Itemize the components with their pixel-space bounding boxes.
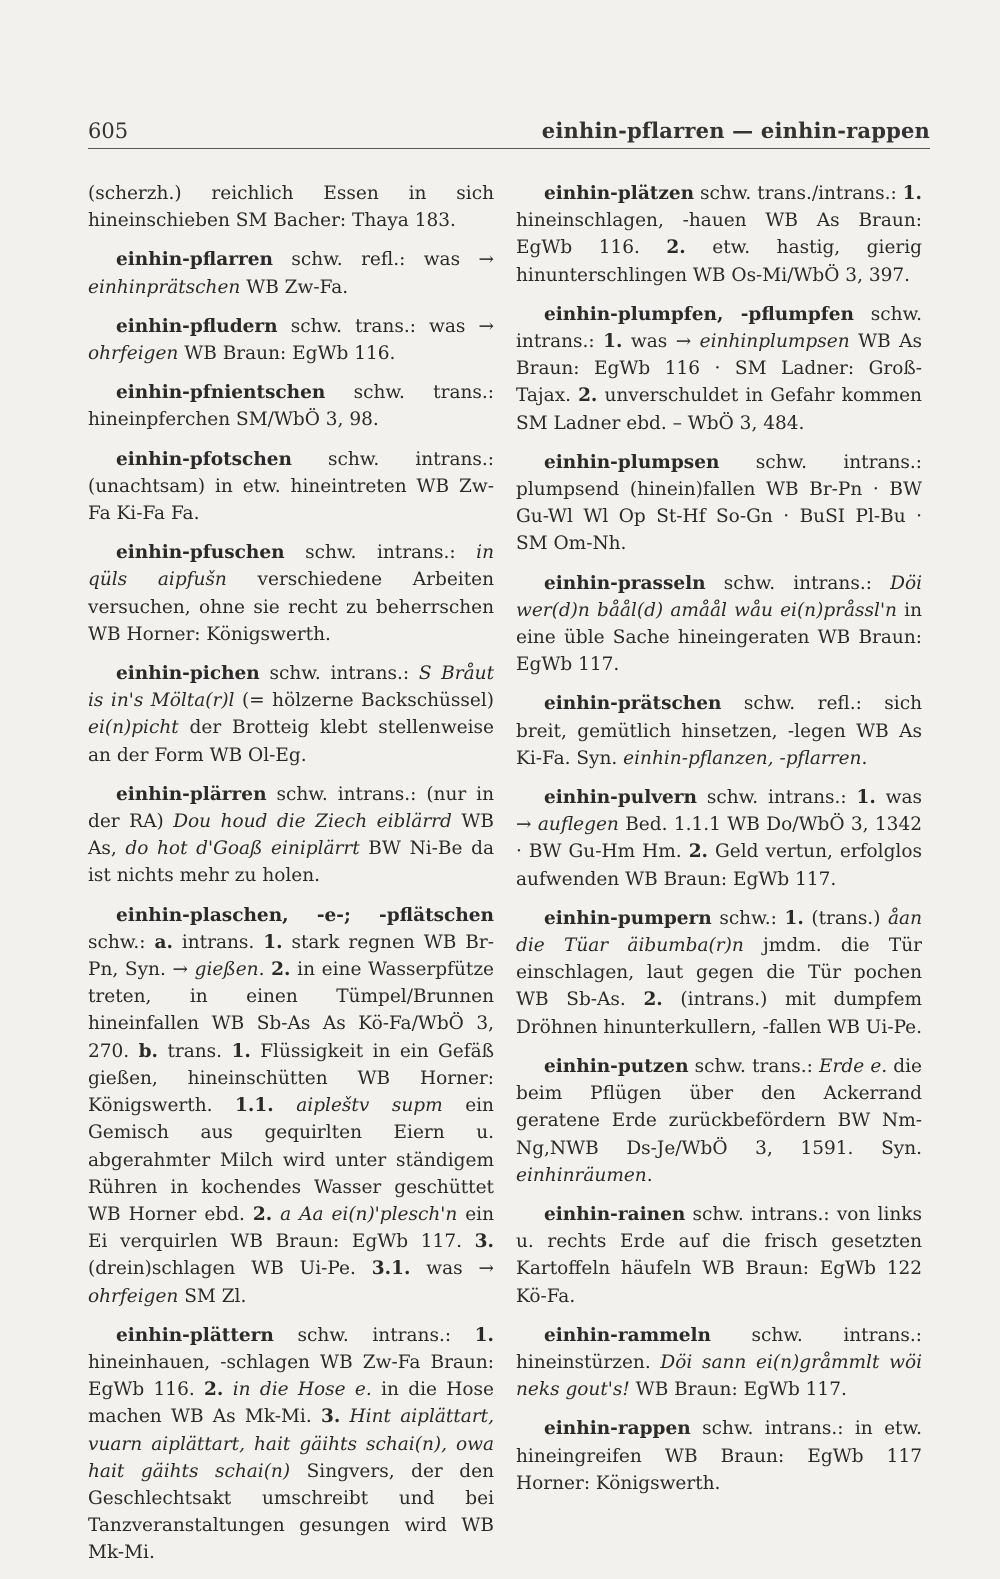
entry-einhin-putzen: einhin-putzen schw. trans.: Erde e. die beim Pflügen über den Ackerrand geratene Erde zurückbefördern BW Nm-Ng,NWB Ds-Je/WbÖ 3, 1591. Syn. einhinräumen.	[516, 1055, 922, 1186]
lemma: einhin-pfotschen	[116, 448, 292, 470]
entry-einhin-plaetzen: einhin-plätzen schw. trans./intrans.: 1. hineinschlagen, -hauen WB As Braun: EgWb 116. 2. etw. hastig, gierig hinunterschlingen WB Os-Mi/WbÖ 3, 397.	[516, 183, 922, 286]
lemma: einhin-plättern	[116, 1324, 274, 1346]
lemma: einhin-plumpsen	[544, 451, 720, 473]
page-header	[88, 118, 930, 143]
left-column	[88, 180, 494, 1579]
header-rule	[88, 148, 930, 149]
entry-einhin-pfuschen: einhin-pfuschen schw. intrans.: in qüls aipfušn verschiedene Arbeiten versuchen, ohne sie recht zu beherrschen WB Horner: Königswerth.	[88, 542, 494, 645]
entry-einhin-prasseln: einhin-prasseln schw. intrans.: Döi wer(d)n båål(d) amåål wåu ei(n)pråssl'n in eine üble Sache hineingeraten WB Braun: EgWb 117.	[516, 572, 922, 676]
entry-einhin-praetschen: einhin-prätschen schw. refl.: sich breit, gemütlich hinsetzen, -legen WB As Ki-Fa. Syn. einhin-pflanzen, -pflarren.	[516, 693, 922, 769]
lemma: einhin-plumpfen, -pflumpfen	[544, 303, 854, 325]
entry-continuation: (scherzh.) reichlich Essen in sich hineinschieben SM Bacher: Thaya 183.	[88, 183, 494, 232]
entry-einhin-plaschen: einhin-plaschen, -e-; -pflätschen schw.: a. intrans. 1. stark regnen WB Br-Pn, Syn. → gießen. 2. in eine Wasserpfütze treten, in einen Tümpel/Brunnen hineinfallen WB Sb-As As Kö-Fa/WbÖ 3, 270. b. trans. 1. Flüssigkeit in ein Gefäß gießen, hineinschütten WB Horner: Königswerth. 1.1. aipleštv supm ein Gemisch aus gequirlten Eiern u. abgerahmter Milch wird unter ständigem Rühren in kochendes Wasser geschüttet WB Horner ebd. 2. a Aa ei(n)'plesch'n ein Ei verquirlen WB Braun: EgWb 117. 3. (drein)schlagen WB Ui-Pe. 3.1. was → ohrfeigen SM Zl.	[88, 904, 495, 1307]
entry-einhin-pfnientschen: einhin-pfnientschen schw. trans.: hineinpferchen SM/WbÖ 3, 98.	[88, 382, 494, 431]
entry-einhin-pflarren: einhin-pflarren schw. refl.: was → einhinprätschen WB Zw-Fa.	[88, 249, 494, 298]
running-head: einhin-pflarren — einhin-rappen	[541, 118, 930, 143]
entry-einhin-pumpern: einhin-pumpern schw.: 1. (trans.) åan die Tüar äibumba(r)n jmdm. die Tür einschlagen, laut gegen die Tür pochen WB Sb-As. 2. (intrans.) mit dumpfem Dröhnen hinunterkullern, -fallen WB Ui-Pe.	[516, 907, 923, 1038]
entry-einhin-pulvern: einhin-pulvern schw. intrans.: 1. was → auflegen Bed. 1.1.1 WB Do/WbÖ 3, 1342 · BW Gu-Hm Hm. 2. Geld vertun, erfolglos aufwenden WB Braun: EgWb 117.	[516, 787, 922, 890]
right-column	[516, 180, 922, 1509]
lemma: einhin-pfnientschen	[116, 382, 326, 404]
lemma: einhin-prasseln	[544, 572, 706, 594]
entry-einhin-plumpfen: einhin-plumpfen, -pflumpfen schw. intrans.: 1. was → einhinplumpsen WB As Braun: EgWb 116 · SM Ladner: Groß-Tajax. 2. unverschuldet in Gefahr kommen SM Ladner ebd. – WbÖ 3, 484.	[516, 303, 922, 434]
lemma: einhin-pfuschen	[116, 542, 285, 564]
entry-einhin-pichen: einhin-pichen schw. intrans.: S Bråut is in's Mölta(r)l (= hölzerne Backschüssel) ei(n)picht der Brotteig klebt stellenweise an der Form WB Ol-Eg.	[88, 663, 495, 766]
entry-einhin-rappen: einhin-rappen schw. intrans.: in etw. hineingreifen WB Braun: EgWb 117 Horner: Königswerth.	[516, 1418, 922, 1494]
lemma: einhin-plaschen, -e-; -pflätschen	[116, 904, 494, 926]
entry-einhin-pfotschen: einhin-pfotschen schw. intrans.: (unachtsam) in etw. hineintreten WB Zw-Fa Ki-Fa Fa.	[88, 448, 494, 525]
entry-einhin-rainen: einhin-rainen schw. intrans.: von links u. rechts Erde auf die frisch gesetzten Kartoffeln häufeln WB Braun: EgWb 122 Kö-Fa.	[516, 1203, 922, 1307]
lemma: einhin-prätschen	[544, 693, 722, 715]
lemma: einhin-rainen	[544, 1203, 686, 1225]
lemma: einhin-pflarren	[116, 249, 273, 271]
lemma: einhin-plärren	[116, 783, 267, 805]
lemma: einhin-pulvern	[544, 787, 697, 809]
page-number: 605	[88, 119, 129, 143]
lemma: einhin-plätzen	[544, 183, 695, 204]
lemma: einhin-pfludern	[116, 315, 278, 337]
entry-einhin-rammeln: einhin-rammeln schw. intrans.: hineinstürzen. Döi sann ei(n)gråmmlt wöi neks gout's! WB Braun: EgWb 117.	[516, 1324, 922, 1401]
lemma: einhin-rappen	[544, 1418, 691, 1440]
lemma: einhin-rammeln	[544, 1324, 711, 1346]
lemma: einhin-pumpern	[544, 907, 712, 929]
lemma: einhin-pichen	[116, 663, 260, 685]
entry-einhin-plaettern: einhin-plättern schw. intrans.: 1. hineinhauen, -schlagen WB Zw-Fa Braun: EgWb 116. 2. in die Hose e. in die Hose machen WB As Mk-Mi. 3. Hint aiplättart, vuarn aiplättart, hait gäihts schai(n), owa hait gäihts schai(n) Singvers, der den Geschlechtsakt umschreibt und bei Tanzveranstaltungen gesungen wird WB Mk-Mi.	[88, 1324, 494, 1564]
lemma: einhin-putzen	[544, 1055, 689, 1077]
entry-einhin-pfludern: einhin-pfludern schw. trans.: was → ohrfeigen WB Braun: EgWb 116.	[88, 315, 494, 365]
entry-einhin-plaerren: einhin-plärren schw. intrans.: (nur in der RA) Dou houd die Ziech eiblärrd WB As, do hot d'Goaß einiplärrt BW Ni-Be da ist nichts mehr zu holen.	[88, 783, 494, 887]
entry-einhin-plumpsen: einhin-plumpsen schw. intrans.: plumpsend (hinein)fallen WB Br-Pn · BW Gu-Wl Wl Op St-Hf So-Gn · BuSI Pl-Bu · SM Om-Nh.	[516, 451, 922, 555]
